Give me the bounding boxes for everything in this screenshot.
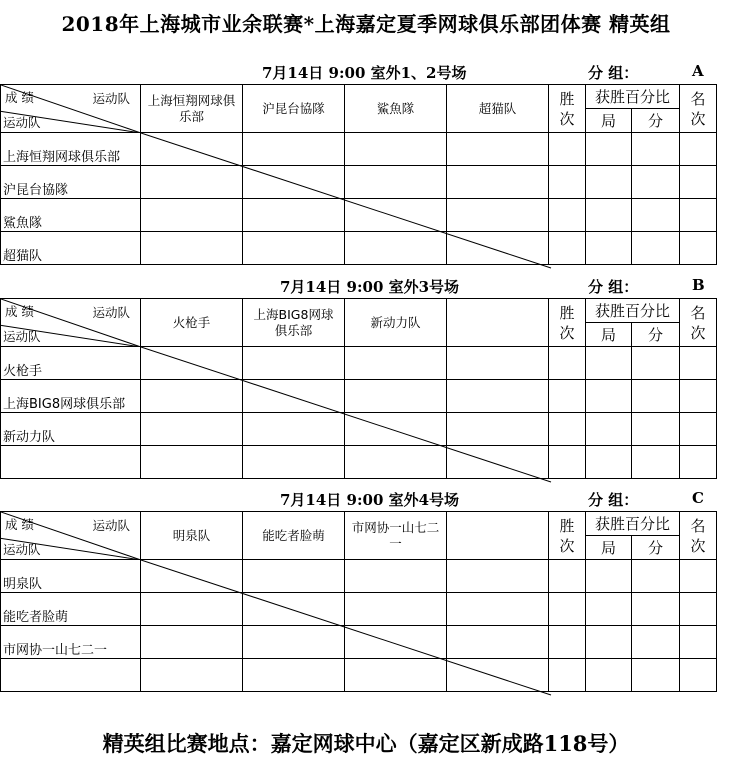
wins-char-2: 次 <box>559 109 575 128</box>
result-cell <box>680 166 717 199</box>
team-column-header: 超猫队 <box>447 85 549 133</box>
result-cell <box>680 347 717 380</box>
score-cell <box>141 380 243 413</box>
result-cell <box>586 593 632 626</box>
points-header: 分 <box>632 109 680 133</box>
score-table <box>0 84 717 265</box>
result-cell <box>680 133 717 166</box>
win-percentage-header: 获胜百分比 <box>586 299 680 323</box>
header-score-label: 成 绩 <box>5 90 34 105</box>
score-cell <box>447 166 549 199</box>
team-column-header: 新动力队 <box>345 299 447 347</box>
table-row <box>1 166 717 199</box>
score-cell <box>243 413 345 446</box>
result-cell <box>586 199 632 232</box>
team-column-header: 鯊魚隊 <box>345 85 447 133</box>
team-row-name: 火枪手 <box>1 347 141 380</box>
score-cell <box>447 380 549 413</box>
result-cell <box>586 133 632 166</box>
header-score-label: 成 绩 <box>5 304 34 319</box>
group-letter: B <box>692 276 705 294</box>
result-cell <box>680 446 717 479</box>
group-label: 分 组： <box>588 278 639 296</box>
score-cell <box>345 593 447 626</box>
result-cell <box>632 380 680 413</box>
table-row <box>1 560 717 593</box>
table-row <box>1 232 717 265</box>
result-cell <box>549 560 586 593</box>
team-row-name: 上海BIG8网球俱乐部 <box>1 380 141 413</box>
score-cell <box>243 347 345 380</box>
result-cell <box>632 232 680 265</box>
header-score-label: 成 绩 <box>5 517 34 532</box>
result-cell <box>586 626 632 659</box>
rank-char-1: 名 <box>690 303 706 322</box>
result-cell <box>632 133 680 166</box>
table-row <box>1 199 717 232</box>
team-column-header: 明泉队 <box>141 512 243 560</box>
wins-char-1: 胜 <box>559 89 575 108</box>
table-row <box>1 347 717 380</box>
header-team-row-label: 运动队 <box>3 329 41 344</box>
team-row-name: 新动力队 <box>1 413 141 446</box>
result-cell <box>680 560 717 593</box>
team-column-header <box>447 299 549 347</box>
diagonal-header-cell <box>1 85 141 133</box>
result-cell <box>549 659 586 692</box>
wins-char-1: 胜 <box>559 303 575 322</box>
result-cell <box>680 232 717 265</box>
group-header <box>0 60 732 84</box>
score-cell <box>345 380 447 413</box>
wins-header <box>549 512 586 560</box>
win-percentage-header: 获胜百分比 <box>586 512 680 536</box>
team-column-header: 上海BIG8网球俱乐部 <box>243 299 345 347</box>
wins-char-1: 胜 <box>559 516 575 535</box>
score-cell <box>243 232 345 265</box>
score-cell <box>243 560 345 593</box>
result-cell <box>549 133 586 166</box>
score-cell <box>345 626 447 659</box>
result-cell <box>632 626 680 659</box>
team-row-name <box>1 446 141 479</box>
win-percentage-header: 获胜百分比 <box>586 85 680 109</box>
result-cell <box>549 593 586 626</box>
match-time: 7月14日 9:00 室外3号场 <box>280 278 460 296</box>
group-header <box>0 274 732 298</box>
result-cell <box>549 232 586 265</box>
team-row-name: 鯊魚隊 <box>1 199 141 232</box>
team-column-header <box>447 512 549 560</box>
group-letter: C <box>692 489 704 507</box>
score-cell <box>141 446 243 479</box>
rank-char-1: 名 <box>690 516 706 535</box>
result-cell <box>632 199 680 232</box>
result-cell <box>586 659 632 692</box>
score-cell <box>141 347 243 380</box>
score-cell <box>345 413 447 446</box>
result-cell <box>632 347 680 380</box>
score-cell <box>447 133 549 166</box>
diagonal-header-cell <box>1 299 141 347</box>
result-cell <box>632 413 680 446</box>
table-row <box>1 413 717 446</box>
score-cell <box>243 626 345 659</box>
result-cell <box>586 347 632 380</box>
result-cell <box>586 380 632 413</box>
team-row-name: 能吃者脸萌 <box>1 593 141 626</box>
score-cell <box>447 593 549 626</box>
table-row <box>1 133 717 166</box>
result-cell <box>549 199 586 232</box>
result-cell <box>549 626 586 659</box>
score-table <box>0 298 717 479</box>
rank-header <box>680 512 717 560</box>
result-cell <box>586 413 632 446</box>
rank-char-2: 次 <box>690 109 706 128</box>
score-cell <box>141 626 243 659</box>
rank-char-1: 名 <box>690 89 706 108</box>
score-cell <box>243 446 345 479</box>
table-row <box>1 626 717 659</box>
rank-char-2: 次 <box>690 323 706 342</box>
result-cell <box>549 166 586 199</box>
games-header: 局 <box>586 109 632 133</box>
team-column-header: 沪昆台協隊 <box>243 85 345 133</box>
games-header: 局 <box>586 323 632 347</box>
rank-header <box>680 85 717 133</box>
wins-char-2: 次 <box>559 323 575 342</box>
games-header: 局 <box>586 536 632 560</box>
score-cell <box>447 413 549 446</box>
score-cell <box>141 133 243 166</box>
group-letter: A <box>692 62 704 80</box>
table-row <box>1 593 717 626</box>
result-cell <box>586 446 632 479</box>
points-header: 分 <box>632 536 680 560</box>
result-cell <box>549 413 586 446</box>
table-row <box>1 380 717 413</box>
score-cell <box>243 199 345 232</box>
score-cell <box>243 659 345 692</box>
team-column-header: 火枪手 <box>141 299 243 347</box>
result-cell <box>632 166 680 199</box>
score-cell <box>243 133 345 166</box>
score-cell <box>141 560 243 593</box>
score-table <box>0 511 717 692</box>
score-cell <box>447 560 549 593</box>
header-team-row-label: 运动队 <box>3 115 41 130</box>
table-row <box>1 446 717 479</box>
score-cell <box>141 593 243 626</box>
score-cell <box>447 199 549 232</box>
page-title: 2018年上海城市业余联赛*上海嘉定夏季网球俱乐部团体赛 精英组 <box>61 12 671 36</box>
rank-char-2: 次 <box>690 536 706 555</box>
header-team-label: 运动队 <box>92 305 130 320</box>
result-cell <box>632 593 680 626</box>
points-header: 分 <box>632 323 680 347</box>
result-cell <box>586 560 632 593</box>
result-cell <box>586 232 632 265</box>
team-column-header: 能吃者脸萌 <box>243 512 345 560</box>
result-cell <box>549 380 586 413</box>
wins-header <box>549 85 586 133</box>
result-cell <box>680 380 717 413</box>
score-cell <box>345 446 447 479</box>
result-cell <box>680 413 717 446</box>
result-cell <box>680 626 717 659</box>
result-cell <box>549 347 586 380</box>
score-cell <box>243 166 345 199</box>
team-row-name: 超猫队 <box>1 232 141 265</box>
result-cell <box>632 446 680 479</box>
score-cell <box>447 232 549 265</box>
score-cell <box>141 199 243 232</box>
score-cell <box>345 560 447 593</box>
wins-char-2: 次 <box>559 536 575 555</box>
team-row-name <box>1 659 141 692</box>
group-header <box>0 487 732 511</box>
score-cell <box>243 380 345 413</box>
score-cell <box>447 626 549 659</box>
score-cell <box>345 659 447 692</box>
header-team-row-label: 运动队 <box>3 542 41 557</box>
score-cell <box>345 166 447 199</box>
result-cell <box>549 446 586 479</box>
header-team-label: 运动队 <box>92 91 130 106</box>
score-cell <box>243 593 345 626</box>
team-row-name: 明泉队 <box>1 560 141 593</box>
result-cell <box>632 659 680 692</box>
group-label: 分 组： <box>588 491 639 509</box>
result-cell <box>632 560 680 593</box>
team-column-header: 上海恒翔网球俱乐部 <box>141 85 243 133</box>
match-time: 7月14日 9:00 室外4号场 <box>280 491 460 509</box>
venue-footer: 精英组比赛地点：嘉定网球中心（嘉定区新成路118号） <box>102 731 630 756</box>
team-row-name: 市网协一山七二一 <box>1 626 141 659</box>
result-cell <box>680 593 717 626</box>
result-cell <box>680 659 717 692</box>
score-cell <box>447 659 549 692</box>
score-cell <box>345 232 447 265</box>
score-cell <box>447 446 549 479</box>
diagonal-header-cell <box>1 512 141 560</box>
result-cell <box>680 199 717 232</box>
table-row <box>1 659 717 692</box>
team-column-header: 市网协一山七二一 <box>345 512 447 560</box>
result-cell <box>586 166 632 199</box>
wins-header <box>549 299 586 347</box>
rank-header <box>680 299 717 347</box>
team-row-name: 上海恒翔网球俱乐部 <box>1 133 141 166</box>
score-cell <box>141 413 243 446</box>
score-cell <box>141 659 243 692</box>
team-row-name: 沪昆台協隊 <box>1 166 141 199</box>
score-cell <box>345 199 447 232</box>
score-cell <box>345 347 447 380</box>
score-cell <box>141 232 243 265</box>
group-label: 分 组： <box>588 64 639 82</box>
score-cell <box>141 166 243 199</box>
score-cell <box>345 133 447 166</box>
match-time: 7月14日 9:00 室外1、2号场 <box>262 64 467 82</box>
header-team-label: 运动队 <box>92 518 130 533</box>
score-cell <box>447 347 549 380</box>
